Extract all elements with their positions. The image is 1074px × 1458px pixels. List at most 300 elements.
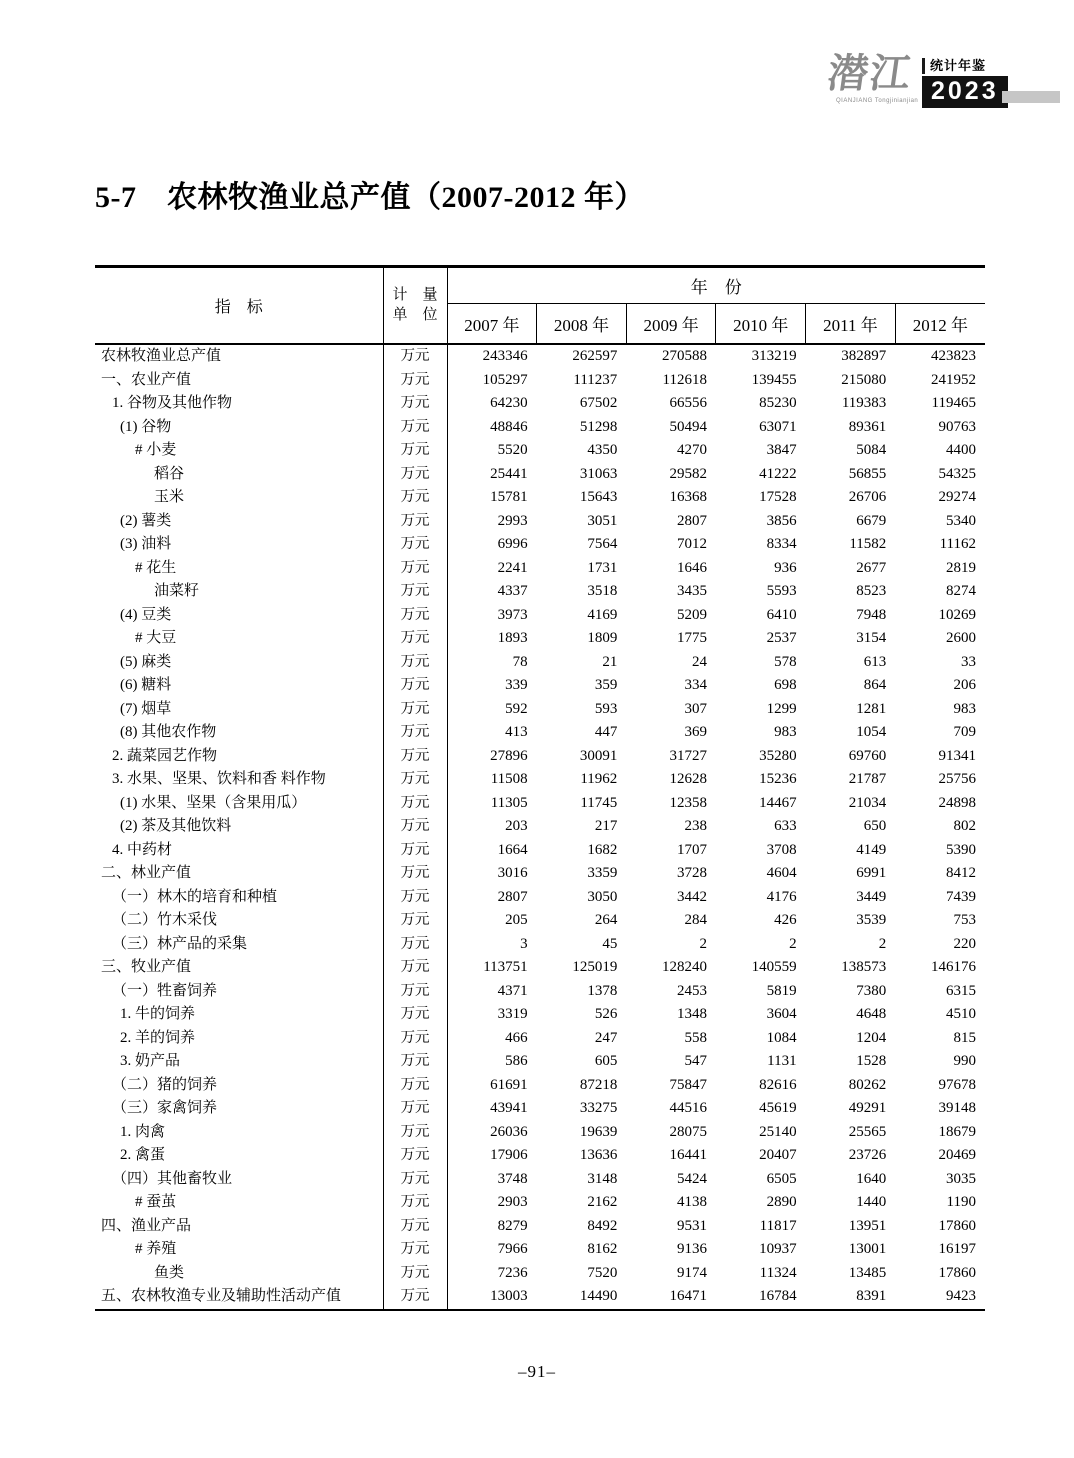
value-cell: 2 [878, 935, 887, 952]
page-title: 5-7 农林牧渔业总产值（2007-2012 年） [95, 181, 645, 214]
unit-cell: 万元 [383, 1121, 447, 1145]
value-cell: 66556 [669, 395, 707, 411]
unit-cell: 万元 [383, 909, 447, 933]
value-cell: 11508 [490, 771, 528, 787]
value-cell: 8274 [946, 583, 976, 599]
value-cell: 25756 [938, 771, 976, 787]
header-row-top [95, 267, 985, 304]
value-cell: 45 [602, 935, 618, 952]
table-row [95, 580, 985, 604]
value-cell: 119383 [841, 395, 887, 411]
indicator-cell: 油菜籽 [95, 580, 383, 604]
value-cell: 23726 [848, 1147, 887, 1163]
value-cell: 11817 [759, 1217, 797, 1234]
value-cell: 7948 [856, 606, 887, 623]
value-cell: 3604 [766, 1006, 797, 1022]
value-cell: 270588 [661, 348, 707, 364]
year-header: 2008 年 [537, 304, 627, 345]
unit-cell: 万元 [383, 1285, 447, 1310]
value-cell: 15643 [579, 489, 618, 505]
value-cell: 241952 [931, 371, 976, 388]
table-row [95, 909, 985, 933]
value-cell: 35280 [759, 747, 797, 764]
table-row [95, 1168, 985, 1192]
value-cell: 54325 [938, 465, 976, 482]
table-row [95, 815, 985, 839]
table-row [95, 745, 985, 769]
value-cell: 14490 [579, 1288, 618, 1304]
value-cell: 5084 [856, 442, 887, 458]
value-cell: 140559 [751, 959, 797, 975]
value-cell: 369 [684, 724, 707, 740]
indicator-cell: 稻谷 [95, 463, 383, 487]
value-cell: 16197 [938, 1241, 976, 1257]
unit-header [383, 267, 447, 345]
value-cell: 29582 [669, 465, 707, 482]
value-cell: 25140 [759, 1123, 797, 1140]
value-cell: 247 [594, 1029, 618, 1046]
value-cell: 11305 [490, 794, 528, 811]
unit-cell: 万元 [383, 533, 447, 557]
indicator-cell: （三）林产品的采集 [95, 933, 383, 957]
indicator-cell: (6) 糖料 [95, 674, 383, 698]
yearbook-brand-calligraphy: 潜江 [824, 51, 916, 96]
yearbook-logo-bar [1002, 91, 1060, 103]
value-cell: 3359 [587, 865, 618, 881]
value-cell: 3708 [766, 841, 797, 858]
table-row [95, 463, 985, 487]
value-cell: 138573 [841, 959, 887, 975]
value-cell: 27896 [490, 747, 528, 764]
unit-cell: 万元 [383, 745, 447, 769]
table-row [95, 933, 985, 957]
yearbook-year-badge: 2023 [922, 76, 1008, 108]
yearbook-brand-pinyin: QIANJIANG Tongjinianjian [836, 98, 919, 104]
value-cell: 7012 [676, 536, 707, 552]
unit-cell: 万元 [383, 792, 447, 816]
table-row [95, 792, 985, 816]
unit-cell: 万元 [383, 862, 447, 886]
value-cell: 14467 [759, 794, 797, 811]
value-cell: 13001 [848, 1241, 887, 1257]
value-cell: 2807 [497, 888, 528, 905]
indicator-cell: (1) 水果、坚果（含果用瓜） [95, 792, 383, 816]
table-body [95, 344, 985, 1310]
value-cell: 75847 [669, 1076, 707, 1093]
value-cell: 20469 [938, 1147, 976, 1163]
value-cell: 30091 [579, 747, 618, 764]
value-cell: 1131 [767, 1053, 797, 1069]
value-cell: 238 [684, 818, 707, 834]
value-cell: 558 [684, 1029, 707, 1046]
value-cell: 983 [953, 700, 976, 717]
value-cell: 21034 [848, 794, 887, 811]
value-cell: 9531 [676, 1217, 707, 1234]
value-cell: 31727 [669, 747, 707, 764]
value-cell: 9136 [676, 1241, 707, 1257]
value-cell: 1707 [676, 841, 707, 858]
value-cell: 3856 [766, 512, 797, 529]
table-row [95, 1215, 985, 1239]
value-cell: 16471 [669, 1288, 707, 1304]
value-cell: 69760 [848, 747, 887, 764]
value-cell: 2 [699, 935, 707, 952]
indicator-cell: 鱼类 [95, 1262, 383, 1286]
value-cell: 2890 [766, 1194, 797, 1210]
unit-cell: 万元 [383, 1074, 447, 1098]
value-cell: 815 [953, 1029, 976, 1046]
value-cell: 78 [512, 653, 528, 670]
indicator-cell: 2. 禽蛋 [95, 1144, 383, 1168]
value-cell: 21 [602, 653, 618, 670]
value-cell: 51298 [579, 418, 618, 435]
value-cell: 19639 [579, 1123, 618, 1140]
unit-cell: 万元 [383, 933, 447, 957]
value-cell: 423823 [931, 348, 976, 364]
table-row [95, 886, 985, 910]
value-cell: 8492 [587, 1217, 618, 1234]
table-row [95, 698, 985, 722]
indicator-cell: 1. 肉禽 [95, 1121, 383, 1145]
value-cell: 105297 [482, 371, 528, 388]
value-cell: 593 [594, 700, 618, 717]
value-cell: 125019 [572, 959, 618, 975]
value-cell: 284 [684, 912, 707, 928]
value-cell: 119465 [931, 395, 976, 411]
value-cell: 13485 [848, 1264, 887, 1281]
table-row [95, 1121, 985, 1145]
indicator-cell: # 花生 [95, 557, 383, 581]
table-row [95, 604, 985, 628]
table-row [95, 1027, 985, 1051]
value-cell: 56855 [848, 465, 887, 482]
value-cell: 82616 [759, 1076, 797, 1093]
value-cell: 2677 [856, 559, 887, 576]
value-cell: 9174 [676, 1264, 707, 1281]
value-cell: 592 [505, 700, 528, 717]
table-row [95, 1262, 985, 1286]
indicator-cell: # 小麦 [95, 439, 383, 463]
value-cell: 13951 [848, 1217, 887, 1234]
value-cell: 6679 [856, 512, 887, 529]
value-cell: 1378 [587, 982, 618, 999]
table-row [95, 1191, 985, 1215]
unit-cell: 万元 [383, 886, 447, 910]
value-cell: 3035 [946, 1170, 976, 1187]
value-cell: 983 [774, 724, 797, 740]
unit-cell: 万元 [383, 1238, 447, 1262]
unit-cell: 万元 [383, 839, 447, 863]
value-cell: 802 [953, 818, 976, 834]
value-cell: 334 [684, 677, 707, 693]
value-cell: 2537 [766, 630, 797, 646]
value-cell: 15236 [759, 771, 797, 787]
unit-header-line1: 计 量 [392, 287, 438, 303]
value-cell: 64230 [490, 395, 528, 411]
value-cell: 3442 [676, 888, 707, 905]
unit-cell: 万元 [383, 674, 447, 698]
unit-cell: 万元 [383, 344, 447, 369]
value-cell: 1440 [856, 1194, 887, 1210]
unit-cell: 万元 [383, 369, 447, 393]
value-cell: 1084 [766, 1029, 797, 1046]
value-cell: 11962 [580, 771, 618, 787]
table-row [95, 839, 985, 863]
value-cell: 3051 [587, 512, 618, 529]
value-cell: 2600 [946, 630, 976, 646]
value-cell: 578 [774, 653, 797, 670]
value-cell: 7439 [946, 888, 976, 905]
table-row [95, 557, 985, 581]
value-cell: 24898 [938, 794, 976, 811]
value-cell: 547 [684, 1053, 707, 1069]
unit-cell: 万元 [383, 1097, 447, 1121]
indicator-cell: 玉米 [95, 486, 383, 510]
value-cell: 243346 [482, 348, 528, 364]
value-cell: 26706 [848, 489, 887, 505]
value-cell: 13003 [490, 1288, 528, 1304]
value-cell: 4350 [587, 442, 618, 458]
value-cell: 3728 [676, 865, 707, 881]
value-cell: 139455 [751, 371, 797, 388]
value-cell: 21787 [848, 771, 887, 787]
value-cell: 11162 [939, 536, 976, 552]
unit-cell: 万元 [383, 721, 447, 745]
unit-cell: 万元 [383, 698, 447, 722]
indicator-cell: 1. 谷物及其他作物 [95, 392, 383, 416]
indicator-cell: (4) 豆类 [95, 604, 383, 628]
value-cell: 8391 [856, 1288, 887, 1304]
value-cell: 16441 [669, 1147, 707, 1163]
unit-cell: 万元 [383, 1144, 447, 1168]
value-cell: 63071 [759, 418, 797, 435]
indicator-cell: (2) 茶及其他饮料 [95, 815, 383, 839]
value-cell: 16368 [669, 489, 707, 505]
table-row [95, 674, 985, 698]
value-cell: 203 [505, 818, 528, 834]
table-row [95, 1003, 985, 1027]
unit-cell: 万元 [383, 392, 447, 416]
unit-cell: 万元 [383, 604, 447, 628]
table-row [95, 1074, 985, 1098]
value-cell: 3847 [766, 442, 797, 458]
statistics-table-wrap [95, 265, 985, 1311]
value-cell: 1190 [946, 1194, 976, 1210]
value-cell: 91341 [938, 747, 976, 764]
value-cell: 61691 [490, 1076, 528, 1093]
value-cell: 3016 [497, 865, 528, 881]
value-cell: 80262 [848, 1076, 887, 1093]
year-header: 2012 年 [895, 304, 985, 345]
value-cell: 4138 [676, 1194, 707, 1210]
unit-cell: 万元 [383, 510, 447, 534]
indicator-cell: (5) 麻类 [95, 651, 383, 675]
value-cell: 11582 [849, 536, 887, 552]
statistics-table [95, 265, 985, 1311]
value-cell: 4604 [766, 865, 797, 881]
value-cell: 264 [594, 912, 618, 928]
value-cell: 1054 [856, 724, 887, 740]
yearbook-logo [824, 51, 1058, 118]
value-cell: 49291 [848, 1100, 887, 1116]
value-cell: 2807 [676, 512, 707, 529]
value-cell: 112618 [662, 371, 707, 388]
value-cell: 20407 [759, 1147, 797, 1163]
value-cell: 29274 [938, 489, 976, 505]
indicator-cell: 三、牧业产值 [95, 956, 383, 980]
unit-cell: 万元 [383, 627, 447, 651]
value-cell: 128240 [661, 959, 707, 975]
value-cell: 67502 [579, 395, 618, 411]
unit-header-line2: 单 位 [392, 306, 438, 323]
value-cell: 307 [684, 700, 707, 717]
indicator-cell: （二）竹木采伐 [95, 909, 383, 933]
indicator-cell: 农林牧渔业总产值 [95, 344, 383, 369]
indicator-cell: 2. 羊的饲养 [95, 1027, 383, 1051]
table-row [95, 1238, 985, 1262]
value-cell: 97678 [938, 1076, 976, 1093]
indicator-cell: （四）其他畜牧业 [95, 1168, 383, 1192]
value-cell: 6410 [766, 606, 797, 623]
table-row [95, 1144, 985, 1168]
unit-cell: 万元 [383, 580, 447, 604]
table-row [95, 1050, 985, 1074]
indicator-cell: 一、农业产值 [95, 369, 383, 393]
value-cell: 5819 [766, 982, 797, 999]
value-cell: 1809 [587, 630, 618, 646]
indicator-cell: 3. 奶产品 [95, 1050, 383, 1074]
value-cell: 7966 [497, 1241, 528, 1257]
value-cell: 6991 [856, 865, 887, 881]
value-cell: 33 [961, 653, 976, 670]
value-cell: 12358 [669, 794, 707, 811]
indicator-cell: 四、渔业产品 [95, 1215, 383, 1239]
indicator-cell: (3) 油料 [95, 533, 383, 557]
value-cell: 6996 [497, 536, 528, 552]
value-cell: 4371 [497, 982, 528, 999]
value-cell: 17906 [490, 1147, 528, 1163]
table-row [95, 956, 985, 980]
value-cell: 990 [953, 1053, 976, 1069]
table-row [95, 1285, 985, 1310]
value-cell: 4176 [766, 888, 797, 905]
value-cell: 3973 [497, 606, 528, 623]
value-cell: 50494 [669, 418, 707, 435]
value-cell: 339 [505, 677, 528, 693]
value-cell: 3449 [856, 888, 887, 905]
unit-cell: 万元 [383, 1027, 447, 1051]
value-cell: 39148 [938, 1100, 976, 1116]
indicator-cell: （二）猪的饲养 [95, 1074, 383, 1098]
value-cell: 146176 [931, 959, 976, 975]
value-cell: 447 [594, 724, 618, 740]
value-cell: 2 [789, 935, 797, 952]
value-cell: 698 [774, 677, 797, 693]
value-cell: 2993 [497, 512, 528, 529]
year-header: 2007 年 [447, 304, 537, 345]
unit-cell: 万元 [383, 1215, 447, 1239]
value-cell: 3148 [587, 1170, 618, 1187]
value-cell: 5424 [676, 1170, 707, 1187]
value-cell: 89361 [848, 418, 887, 435]
unit-cell: 万元 [383, 1003, 447, 1027]
value-cell: 13636 [579, 1147, 618, 1163]
value-cell: 2453 [676, 982, 707, 999]
indicator-cell: (7) 烟草 [95, 698, 383, 722]
table-row [95, 344, 985, 369]
value-cell: 613 [863, 653, 887, 670]
year-header: 2009 年 [626, 304, 716, 345]
value-cell: 3435 [676, 583, 707, 599]
value-cell: 1204 [856, 1029, 887, 1046]
value-cell: 1731 [587, 559, 618, 576]
table-row [95, 392, 985, 416]
value-cell: 41222 [759, 465, 797, 482]
table-row [95, 533, 985, 557]
value-cell: 6505 [766, 1170, 797, 1187]
indicator-header: 指 标 [95, 267, 383, 345]
value-cell: 5390 [946, 841, 976, 858]
value-cell: 5593 [766, 583, 797, 599]
value-cell: 7564 [587, 536, 618, 552]
table-row [95, 768, 985, 792]
value-cell: 25441 [490, 465, 528, 482]
value-cell: 5340 [946, 512, 976, 529]
indicator-cell: （一）林木的培育和种植 [95, 886, 383, 910]
unit-cell: 万元 [383, 651, 447, 675]
value-cell: 1682 [587, 841, 618, 858]
value-cell: 16784 [759, 1288, 797, 1304]
value-cell: 17860 [938, 1217, 976, 1234]
value-cell: 1775 [676, 630, 707, 646]
unit-cell: 万元 [383, 768, 447, 792]
value-cell: 8523 [856, 583, 887, 599]
indicator-cell: 2. 蔬菜园艺作物 [95, 745, 383, 769]
year-header: 2010 年 [716, 304, 806, 345]
yearbook-series-label: 统计年鉴 [922, 58, 1008, 74]
value-cell: 215080 [841, 371, 887, 388]
value-cell: 11324 [759, 1264, 797, 1281]
value-cell: 111237 [573, 371, 618, 388]
table-row [95, 416, 985, 440]
value-cell: 1664 [497, 841, 528, 858]
unit-cell: 万元 [383, 1262, 447, 1286]
unit-cell: 万元 [383, 815, 447, 839]
value-cell: 43941 [490, 1100, 528, 1116]
value-cell: 936 [774, 559, 797, 576]
table-row [95, 439, 985, 463]
value-cell: 17528 [759, 489, 797, 505]
value-cell: 650 [863, 818, 887, 834]
value-cell: 8412 [946, 865, 976, 881]
value-cell: 3 [520, 935, 528, 952]
value-cell: 1640 [856, 1170, 887, 1187]
indicator-cell: (2) 薯类 [95, 510, 383, 534]
table-row [95, 627, 985, 651]
value-cell: 220 [953, 935, 976, 952]
value-cell: 85230 [759, 395, 797, 411]
value-cell: 28075 [669, 1123, 707, 1140]
value-cell: 2903 [497, 1194, 528, 1210]
unit-cell: 万元 [383, 1168, 447, 1192]
unit-cell: 万元 [383, 439, 447, 463]
value-cell: 205 [505, 912, 528, 928]
indicator-cell: 1. 牛的饲养 [95, 1003, 383, 1027]
indicator-cell: 五、农林牧渔专业及辅助性活动产值 [95, 1285, 383, 1310]
value-cell: 217 [594, 818, 618, 834]
table-row [95, 369, 985, 393]
indicator-cell: # 养殖 [95, 1238, 383, 1262]
